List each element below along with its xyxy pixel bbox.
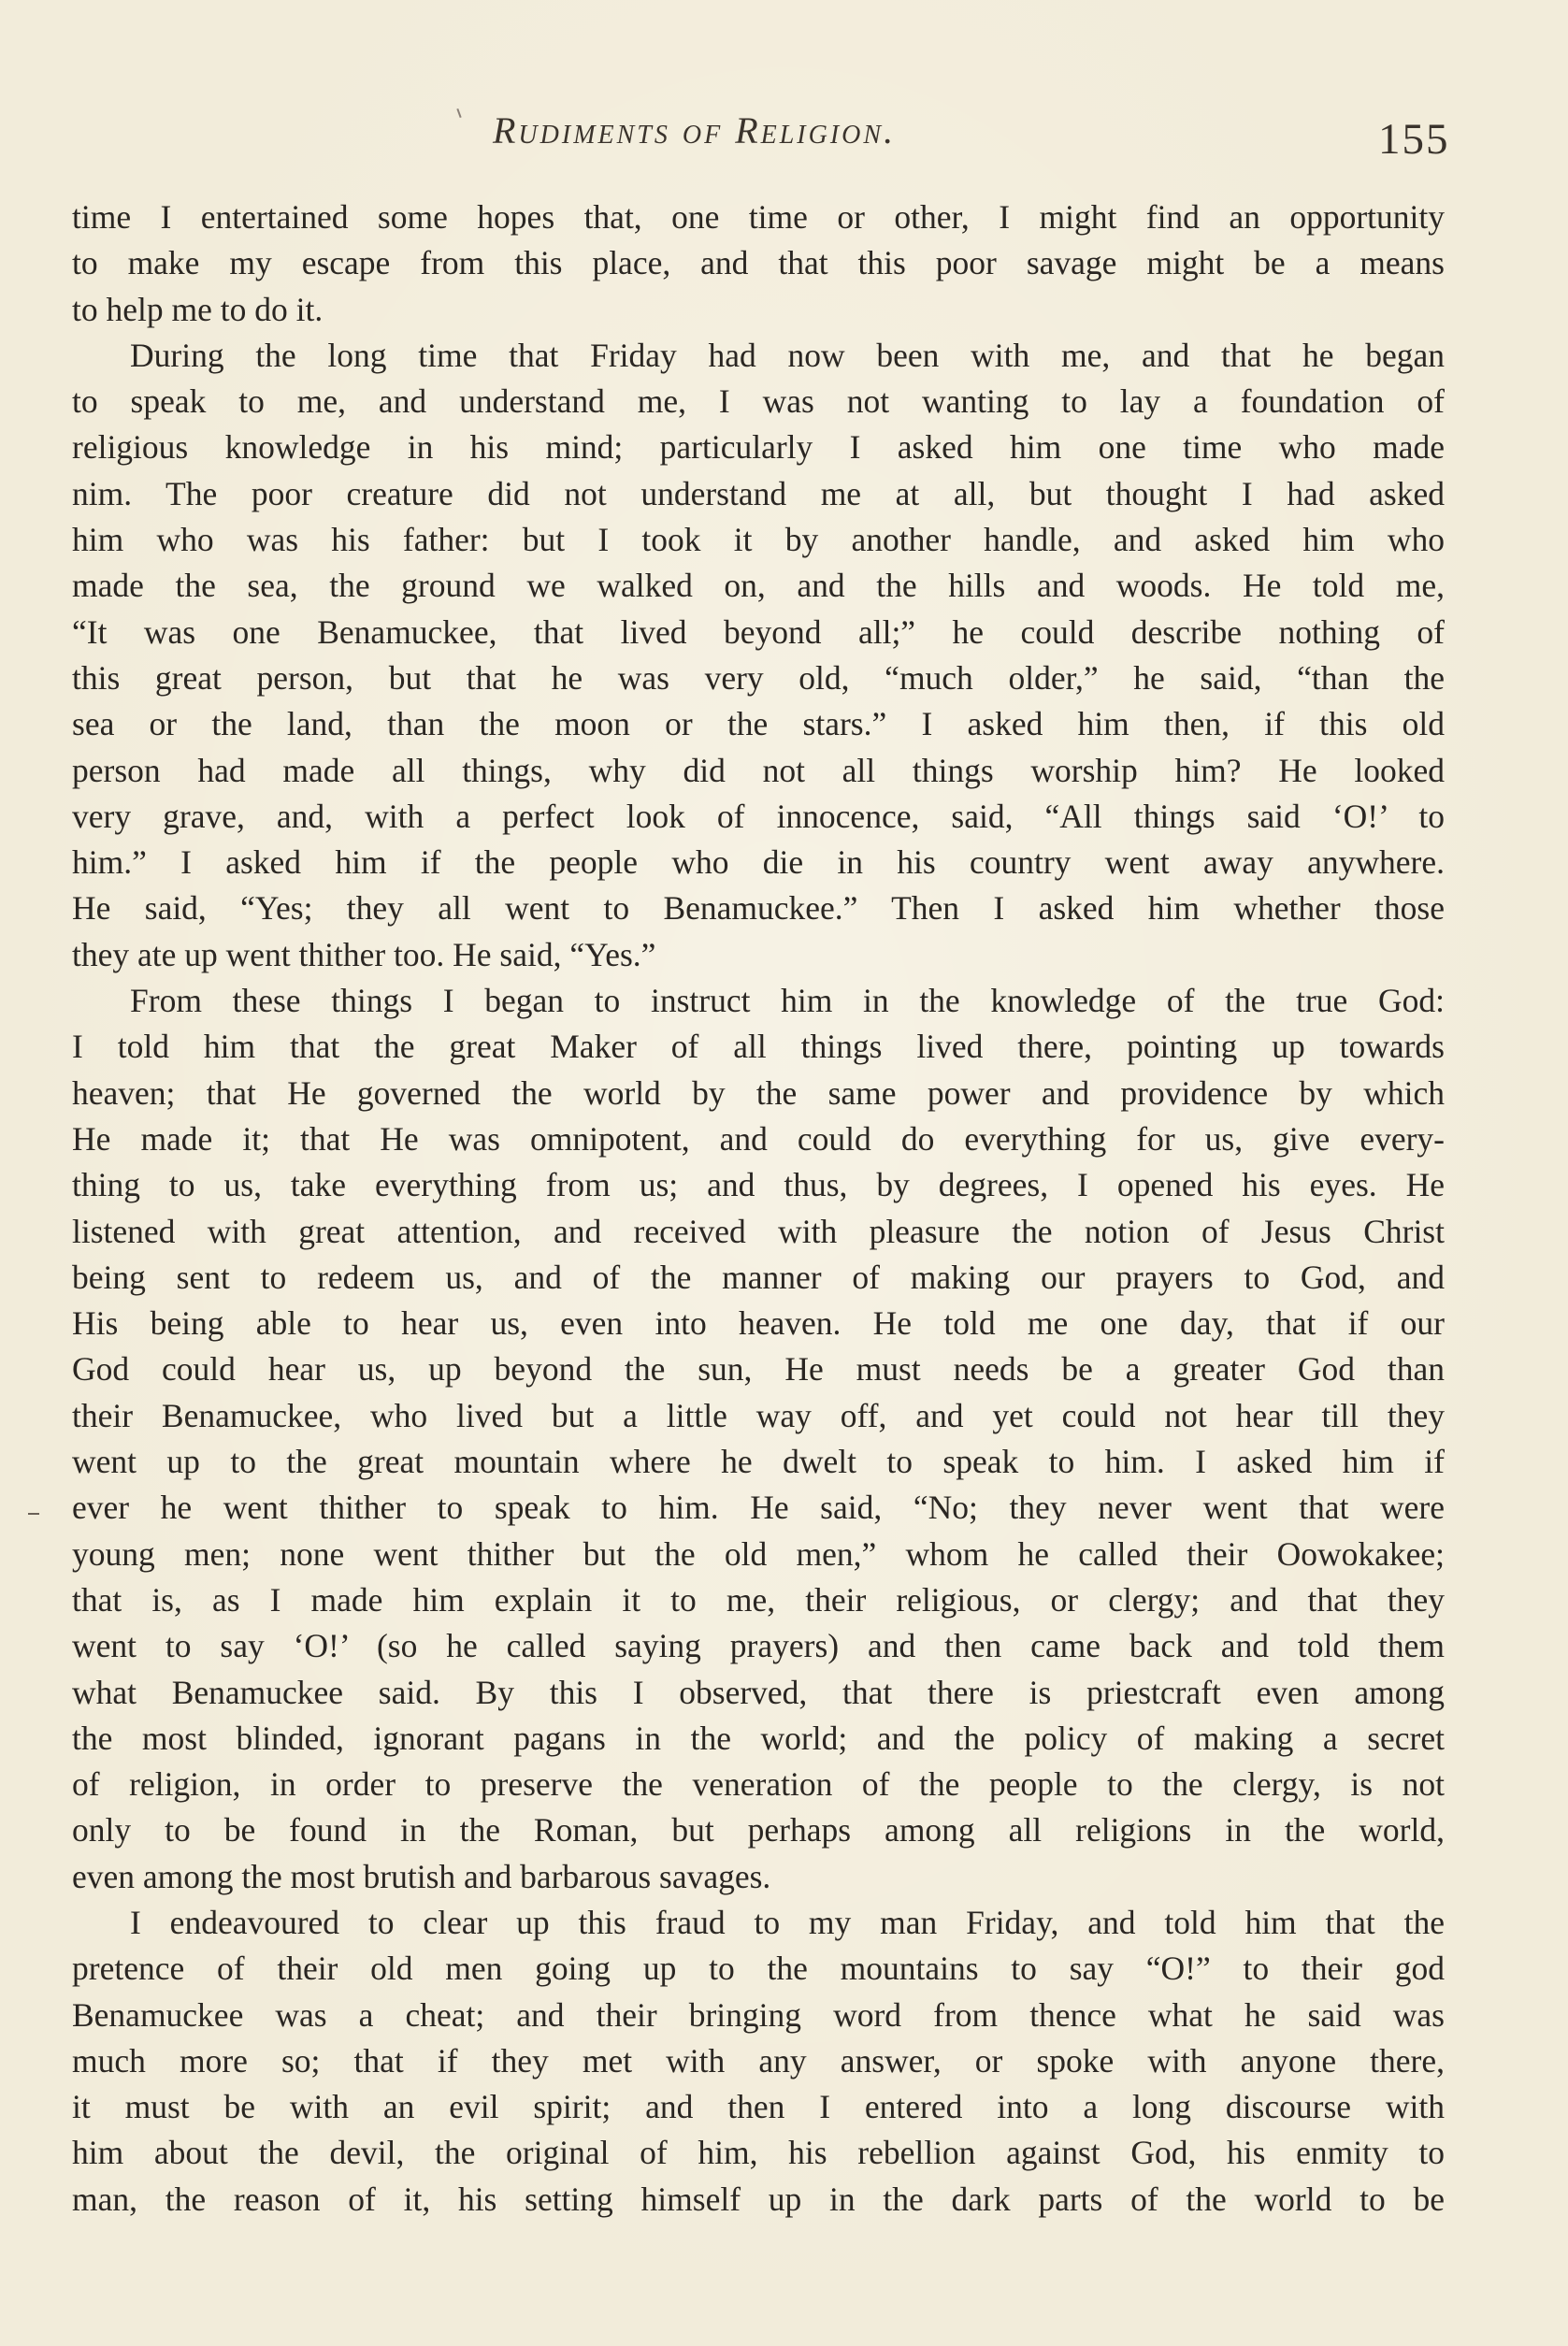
text-line: made the sea, the ground we walked on, and the hills and woods. He told me, [72, 567, 1445, 605]
text-line: heaven; that He governed the world by the same power and providence by which [72, 1073, 1445, 1112]
text-line: even among the most brutish and barbarous savages. [72, 1857, 771, 1895]
text-line: went to say ‘O!’ (so he called saying prayers) and then came back and told them [72, 1627, 1445, 1665]
running-head [0, 101, 1568, 176]
text-line: listened with great attention, and received with pleasure the notion of Jesus Christ [72, 1212, 1445, 1250]
running-title: Rudiments of Religion. [493, 109, 897, 151]
text-line: Benamuckee was a cheat; and their bringing word from thence what he said was [72, 1995, 1445, 2034]
text-line: this great person, but that he was very old, “much older,” he said, “than the [72, 658, 1445, 697]
page-number: 155 [1378, 115, 1450, 164]
text-line: I told him that the great Maker of all things lived there, pointing up towards [72, 1028, 1445, 1066]
text-line: their Benamuckee, who lived but a little way off, and yet could not hear till they [72, 1396, 1445, 1434]
text-line: religious knowledge in his mind; particularly I asked him one time who made [72, 428, 1445, 467]
text-line: sea or the land, than the moon or the stars.” I asked him then, if this old [72, 705, 1445, 743]
text-line: only to be found in the Roman, but perhaps among all religions in the world, [72, 1811, 1445, 1849]
text-line: the most blinded, ignorant pagans in the world; and the policy of making a secret [72, 1719, 1445, 1757]
text-line: him.” I asked him if the people who die in his country went away anywhere. [72, 843, 1445, 882]
text-line: of religion, in order to preserve the veneration of the people to the clergy, is not [72, 1765, 1445, 1804]
text-line: thing to us, take everything from us; and thus, by degrees, I opened his eyes. He [72, 1166, 1445, 1204]
text-line: went up to the great mountain where he dwelt to speak to him. I asked him if [72, 1443, 1445, 1481]
text-line: it must be with an evil spirit; and then I entered into a long discourse with [72, 2088, 1445, 2126]
text-line: ever he went thither to speak to him. He said, “No; they never went that were [72, 1489, 1445, 1527]
text-line: to help me to do it. [72, 290, 324, 328]
text-line: to speak to me, and understand me, I was not wanting to lay a foundation of [72, 382, 1445, 421]
text-line: nim. The poor creature did not understand me at all, but thought I had asked [72, 474, 1445, 512]
paragraph-start-line: From these things I began to instruct him in the knowledge of the true God: [130, 982, 1445, 1020]
text-line: to make my escape from this place, and that this poor savage might be a means [72, 244, 1445, 282]
text-line: pretence of their old men going up to the mountains to say “O!” to their god [72, 1950, 1445, 1988]
margin-mark [28, 1513, 39, 1515]
text-line: being sent to redeem us, and of the manner of making our prayers to God, and [72, 1258, 1445, 1296]
body-text [72, 194, 1445, 2223]
text-line: time I entertained some hopes that, one time or other, I might find an opportunity [72, 198, 1445, 236]
text-line: very grave, and, with a perfect look of innocence, said, “All things said ‘O!’ to [72, 797, 1445, 835]
text-line: him about the devil, the original of him, his rebellion against God, his enmity to [72, 2134, 1445, 2172]
text-line: person had made all things, why did not all things worship him? He looked [72, 751, 1445, 789]
paragraph-start-line: I endeavoured to clear up this fraud to my man Friday, and told him that the [130, 1903, 1445, 1941]
text-line: God could hear us, up beyond the sun, He must needs be a greater God than [72, 1350, 1445, 1389]
text-line: His being able to hear us, even into heaven. He told me one day, that if our [72, 1304, 1445, 1343]
text-line: He made it; that He was omnipotent, and could do everything for us, give every- [72, 1119, 1445, 1158]
text-line: much more so; that if they met with any answer, or spoke with anyone there, [72, 2041, 1445, 2080]
text-line: man, the reason of it, his setting himself up in the dark parts of the world to be [72, 2180, 1445, 2218]
text-line: what Benamuckee said. By this I observed, that there is priestcraft even among [72, 1673, 1445, 1711]
text-line: young men; none went thither but the old men,” whom he called their Oowokakee; [72, 1534, 1445, 1573]
text-line: He said, “Yes; they all went to Benamuckee.” Then I asked him whether those [72, 889, 1445, 928]
text-line: that is, as I made him explain it to me, their religious, or clergy; and that they [72, 1580, 1445, 1619]
text-line: him who was his father: but I took it by another handle, and asked him who [72, 521, 1445, 559]
text-line: they ate up went thither too. He said, “Yes.” [72, 935, 656, 973]
text-line: “It was one Benamuckee, that lived beyond all;” he could describe nothing of [72, 612, 1445, 651]
paragraph-start-line: During the long time that Friday had now been with me, and that he began [130, 336, 1445, 374]
